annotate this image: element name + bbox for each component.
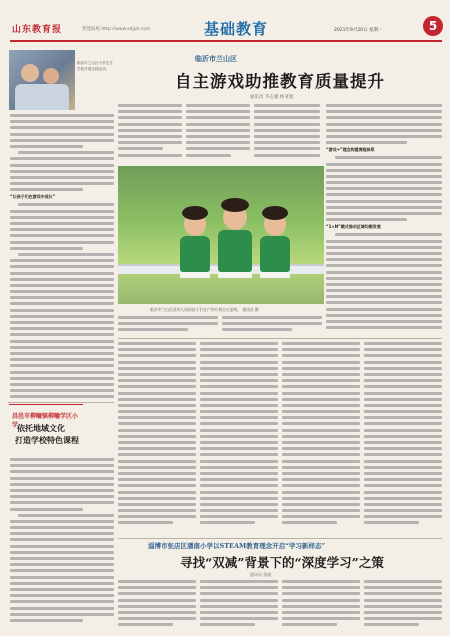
issue-date: 2021年9月20日 星期一 xyxy=(334,28,383,33)
website-url[interactable]: 智能报纸 http://www.sdjyb.com xyxy=(82,27,151,32)
text-column-6 xyxy=(222,316,322,336)
text-column-bottom-3 xyxy=(282,580,360,632)
left-feature-box xyxy=(9,404,83,456)
text-column-lower-2 xyxy=(200,342,278,538)
main-byline: 通讯员 李志强 杨亚娟 xyxy=(250,95,294,100)
subhead-2: “游戏+”理念构建课程体系 xyxy=(326,147,375,153)
top-left-photo-caption: 临沂市兰山区小学生在学校开展实践活动。 xyxy=(77,61,113,71)
text-column-bottom-1 xyxy=(118,580,196,632)
subhead-3: “1+N”模式推动区域均衡发展 xyxy=(326,224,381,230)
lower-headline: 寻找“双减”背景下的“深度学习”之策 xyxy=(180,555,384,570)
text-column-right xyxy=(326,104,442,330)
text-column-left xyxy=(10,114,114,400)
subhead-1: “让孩子们在游戏中成长” xyxy=(10,194,56,200)
text-column-bottom-4 xyxy=(364,580,442,632)
text-column-lower-left xyxy=(10,458,114,630)
section-title: 基础教育 xyxy=(204,20,269,38)
text-column-5 xyxy=(118,316,218,336)
lower-byline: 通讯员 张丽 xyxy=(250,572,272,577)
left-box-title-2: 打造学校特色课程 xyxy=(15,435,79,445)
page-number-badge: 5 xyxy=(423,16,443,36)
lower-kicker: 淄博市张店区潘南小学以STEAM教育理念开启“学习新样态” xyxy=(148,542,326,550)
children-playing-photo xyxy=(118,166,324,304)
text-column-lower-3 xyxy=(282,342,360,538)
text-column-bottom-2 xyxy=(200,580,278,632)
main-photo-caption: 临沂市兰山区某幼儿园的孩子们在户外开展自主游戏。 通讯员 摄 xyxy=(150,307,259,312)
text-column-3 xyxy=(186,104,250,164)
main-kicker: 临沂市兰山区 xyxy=(195,54,237,63)
masthead xyxy=(10,16,442,42)
left-box-title-1: 依托地域文化 xyxy=(17,423,65,433)
text-column-4 xyxy=(254,104,320,164)
top-left-photo xyxy=(9,50,75,110)
text-column-2 xyxy=(118,104,182,164)
left-box-school: 昌邑市柳疃镇柳疃学区小学 xyxy=(12,413,79,429)
newspaper-logo: 山东教育报 xyxy=(12,25,63,35)
main-headline: 自主游戏助推教育质量提升 xyxy=(175,72,385,91)
text-column-lower-1 xyxy=(118,342,196,538)
text-column-lower-4 xyxy=(364,342,442,538)
